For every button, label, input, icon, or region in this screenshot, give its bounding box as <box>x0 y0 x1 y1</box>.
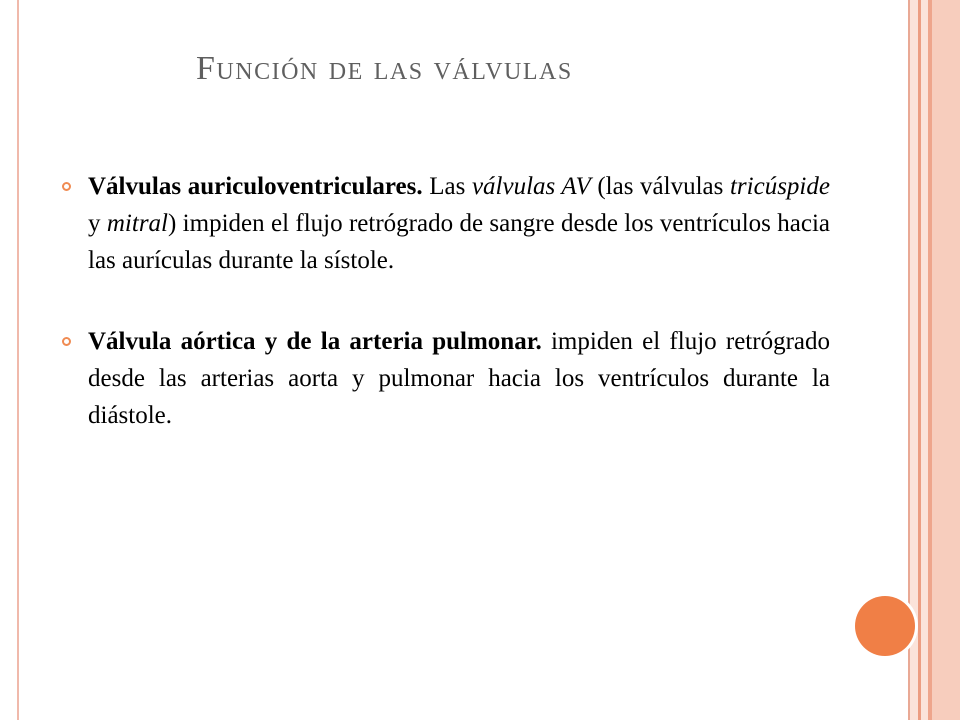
bullet-text: impiden el flujo retrógrado desde las arterias aorta y pulmonar hacia los ventrículos durante la diástole. <box>88 328 830 429</box>
left-rule-divider <box>17 0 19 720</box>
bullet-circle-icon <box>62 337 71 346</box>
decorative-stripe <box>932 0 960 720</box>
slide-title: Función de las válvulas <box>196 50 573 87</box>
bullet-emphasis: mitral <box>106 210 168 237</box>
bullet-emphasis: válvulas AV <box>471 173 591 200</box>
bullet-list <box>62 168 830 478</box>
right-decorative-band <box>908 0 960 720</box>
bullet-text: ) impiden el flujo retrógrado de sangre desde los ventrículos hacia las aurículas durante la sístole. <box>88 210 831 274</box>
bullet-lead: Válvulas auriculoventriculares. <box>88 173 423 200</box>
bullet-item-semilunar-valves <box>62 323 830 434</box>
bullet-item-av-valves <box>62 168 830 279</box>
decorative-circle <box>855 596 915 656</box>
bullet-lead: Válvula aórtica y de la arteria pulmonar. <box>88 328 542 355</box>
bullet-text: (las válvulas <box>590 173 730 200</box>
bullet-text: y <box>88 210 107 237</box>
bullet-text: Las <box>422 173 472 200</box>
bullet-emphasis: tricúspide <box>729 173 830 200</box>
decorative-stripe <box>921 0 928 720</box>
bullet-circle-icon <box>62 182 71 191</box>
